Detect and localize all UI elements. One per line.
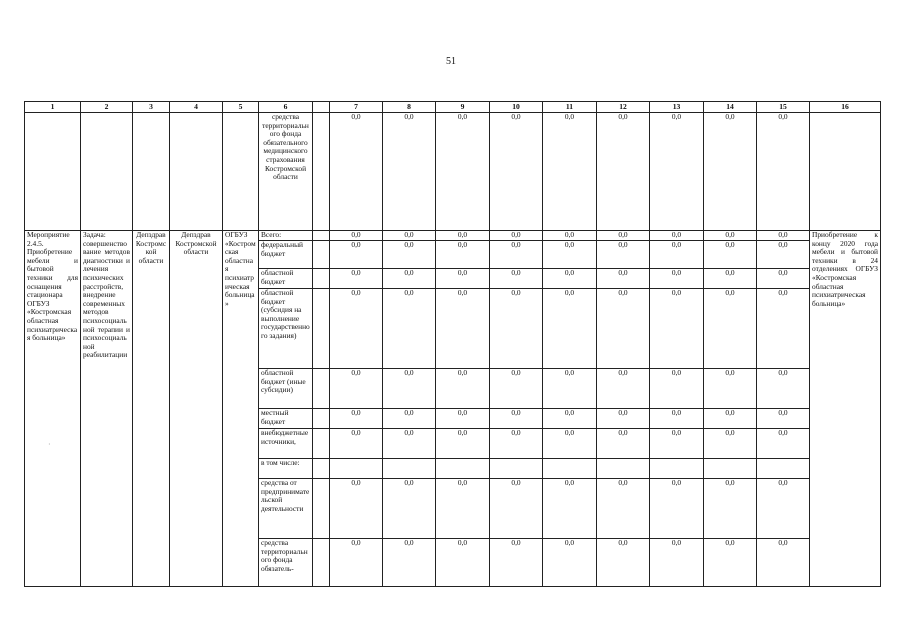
- funding-source: средства от предпринимательской деятельности: [259, 479, 313, 539]
- value-cell: 0,0: [650, 269, 704, 289]
- value-cell: 0,0: [490, 429, 543, 459]
- continuation-row: [25, 113, 881, 231]
- value-cell: 0,0: [383, 269, 436, 289]
- value-cell: 0,0: [330, 539, 383, 587]
- value-cell: 0,0: [597, 231, 650, 241]
- value-cell: 0,0: [330, 369, 383, 409]
- value-cell: 0,0: [650, 369, 704, 409]
- value-cell: 0,0: [597, 369, 650, 409]
- value-cell: 0,0: [543, 539, 597, 587]
- value-cell: 0,0: [757, 241, 810, 269]
- value-cell: 0,0: [757, 289, 810, 369]
- value-cell: 0,0: [543, 479, 597, 539]
- value-cell: 0,0: [330, 289, 383, 369]
- col-header: 7: [330, 102, 383, 113]
- funding-source: местный бюджет: [259, 409, 313, 429]
- col-header: 3: [133, 102, 170, 113]
- funding-source: средства территориального фонда обязатель-: [259, 539, 313, 587]
- value-cell: 0,0: [330, 429, 383, 459]
- value-cell: 0,0: [757, 269, 810, 289]
- value-cell: 0,0: [650, 409, 704, 429]
- measure-row-total: [25, 231, 881, 241]
- expected-result: Приобретение к концу 2020 года мебели и бытовой техники в 24 отделениях ОГБУЗ «Костромская областная психиатрическая больница»: [810, 231, 881, 587]
- value-cell: 0,0: [757, 539, 810, 587]
- value-cell: 0,0: [650, 231, 704, 241]
- col-header: 2: [81, 102, 133, 113]
- value-cell: 0,0: [543, 429, 597, 459]
- value-cell: 0,0: [330, 479, 383, 539]
- header-row: [25, 102, 881, 113]
- value-cell: 0,0: [597, 409, 650, 429]
- budget-table: [24, 101, 881, 587]
- value-cell: 0,0: [704, 289, 757, 369]
- value-cell: 0,0: [383, 429, 436, 459]
- value-cell: 0,0: [704, 479, 757, 539]
- value-cell: 0,0: [543, 241, 597, 269]
- value-cell: 0,0: [757, 113, 810, 231]
- col-header: 10: [490, 102, 543, 113]
- value-cell: 0,0: [490, 539, 543, 587]
- value-cell: 0,0: [704, 231, 757, 241]
- value-cell: 0,0: [757, 429, 810, 459]
- col-header: 12: [597, 102, 650, 113]
- value-cell: 0,0: [704, 269, 757, 289]
- value-cell: 0,0: [597, 269, 650, 289]
- value-cell: 0,0: [490, 231, 543, 241]
- value-cell: 0,0: [436, 113, 490, 231]
- value-cell: 0,0: [757, 409, 810, 429]
- value-cell: 0,0: [704, 369, 757, 409]
- col-header: 15: [757, 102, 810, 113]
- value-cell: 0,0: [704, 113, 757, 231]
- value-cell: 0,0: [650, 241, 704, 269]
- value-cell: 0,0: [383, 289, 436, 369]
- value-cell: 0,0: [436, 479, 490, 539]
- value-cell: 0,0: [650, 289, 704, 369]
- value-cell: 0,0: [597, 539, 650, 587]
- value-cell: 0,0: [704, 241, 757, 269]
- col-header: 14: [704, 102, 757, 113]
- funding-source: в том числе:: [259, 459, 313, 479]
- value-cell: 0,0: [597, 113, 650, 231]
- page-number: 51: [446, 56, 456, 67]
- value-cell: 0,0: [490, 241, 543, 269]
- value-cell: 0,0: [330, 231, 383, 241]
- value-cell: 0,0: [650, 539, 704, 587]
- value-cell: 0,0: [383, 113, 436, 231]
- funding-source: внебюджетные источники,: [259, 429, 313, 459]
- measure-task: Задача: совершенствование методов диагностики и лечения психических расстройств, внедрение современных методов психосоциальной терапии и психосоциальной реабилитации: [81, 231, 133, 587]
- value-cell: 0,0: [436, 241, 490, 269]
- col-header: 4: [170, 102, 223, 113]
- measure-coordinator: Депздрав Костромской области: [133, 231, 170, 587]
- value-cell: 0,0: [543, 409, 597, 429]
- value-cell: 0,0: [543, 369, 597, 409]
- funding-source: областной бюджет (иные субсидии): [259, 369, 313, 409]
- value-cell: 0,0: [597, 289, 650, 369]
- value-cell: 0,0: [490, 269, 543, 289]
- value-cell: 0,0: [704, 539, 757, 587]
- value-cell: 0,0: [543, 289, 597, 369]
- col-header: 8: [383, 102, 436, 113]
- value-cell: 0,0: [490, 369, 543, 409]
- value-cell: 0,0: [436, 539, 490, 587]
- col-header: 9: [436, 102, 490, 113]
- col-header: 5: [223, 102, 259, 113]
- measure-executor: ОГБУЗ «Костромская областная психиатрическая больница»: [223, 231, 259, 587]
- funding-source: областной бюджет: [259, 269, 313, 289]
- funding-source: федеральный бюджет: [259, 241, 313, 269]
- value-cell: 0,0: [436, 429, 490, 459]
- col-header: 16: [810, 102, 881, 113]
- value-cell: 0,0: [650, 479, 704, 539]
- value-cell: 0,0: [757, 231, 810, 241]
- value-cell: 0,0: [597, 429, 650, 459]
- value-cell: 0,0: [650, 429, 704, 459]
- value-cell: 0,0: [757, 479, 810, 539]
- value-cell: 0,0: [543, 269, 597, 289]
- measure-responsible: Депздрав Костромской области: [170, 231, 223, 587]
- funding-source: областной бюджет (субсидия на выполнение государственного задания): [259, 289, 313, 369]
- value-cell: 0,0: [490, 289, 543, 369]
- value-cell: 0,0: [383, 231, 436, 241]
- value-cell: 0,0: [490, 113, 543, 231]
- value-cell: 0,0: [330, 113, 383, 231]
- value-cell: 0,0: [490, 409, 543, 429]
- value-cell: 0,0: [543, 113, 597, 231]
- value-cell: 0,0: [597, 479, 650, 539]
- value-cell: 0,0: [543, 231, 597, 241]
- value-cell: 0,0: [757, 369, 810, 409]
- value-cell: 0,0: [704, 409, 757, 429]
- scan-speck: ·: [48, 440, 51, 449]
- value-cell: 0,0: [436, 289, 490, 369]
- value-cell: 0,0: [436, 231, 490, 241]
- value-cell: 0,0: [330, 269, 383, 289]
- value-cell: 0,0: [490, 479, 543, 539]
- value-cell: 0,0: [436, 409, 490, 429]
- value-cell: 0,0: [383, 539, 436, 587]
- value-cell: 0,0: [650, 113, 704, 231]
- value-cell: 0,0: [704, 429, 757, 459]
- funding-source: Всего:: [259, 231, 313, 241]
- col-header: 6: [259, 102, 313, 113]
- value-cell: 0,0: [597, 241, 650, 269]
- value-cell: 0,0: [383, 241, 436, 269]
- col-header: 13: [650, 102, 704, 113]
- value-cell: 0,0: [383, 479, 436, 539]
- col-header: 11: [543, 102, 597, 113]
- value-cell: 0,0: [383, 369, 436, 409]
- measure-name: Мероприятие 2.4.5. Приобретение мебели и бытовой техники для оснащения стационара ОГБУЗ «Костромская областная психиатрическая больница»: [25, 231, 81, 587]
- funding-source: средства территориального фонда обязательного медицинского страхования Костромской области: [259, 113, 313, 231]
- col-header-spacer: [313, 102, 330, 113]
- col-header: 1: [25, 102, 81, 113]
- value-cell: 0,0: [436, 369, 490, 409]
- value-cell: 0,0: [436, 269, 490, 289]
- value-cell: 0,0: [330, 409, 383, 429]
- value-cell: 0,0: [330, 241, 383, 269]
- value-cell: 0,0: [383, 409, 436, 429]
